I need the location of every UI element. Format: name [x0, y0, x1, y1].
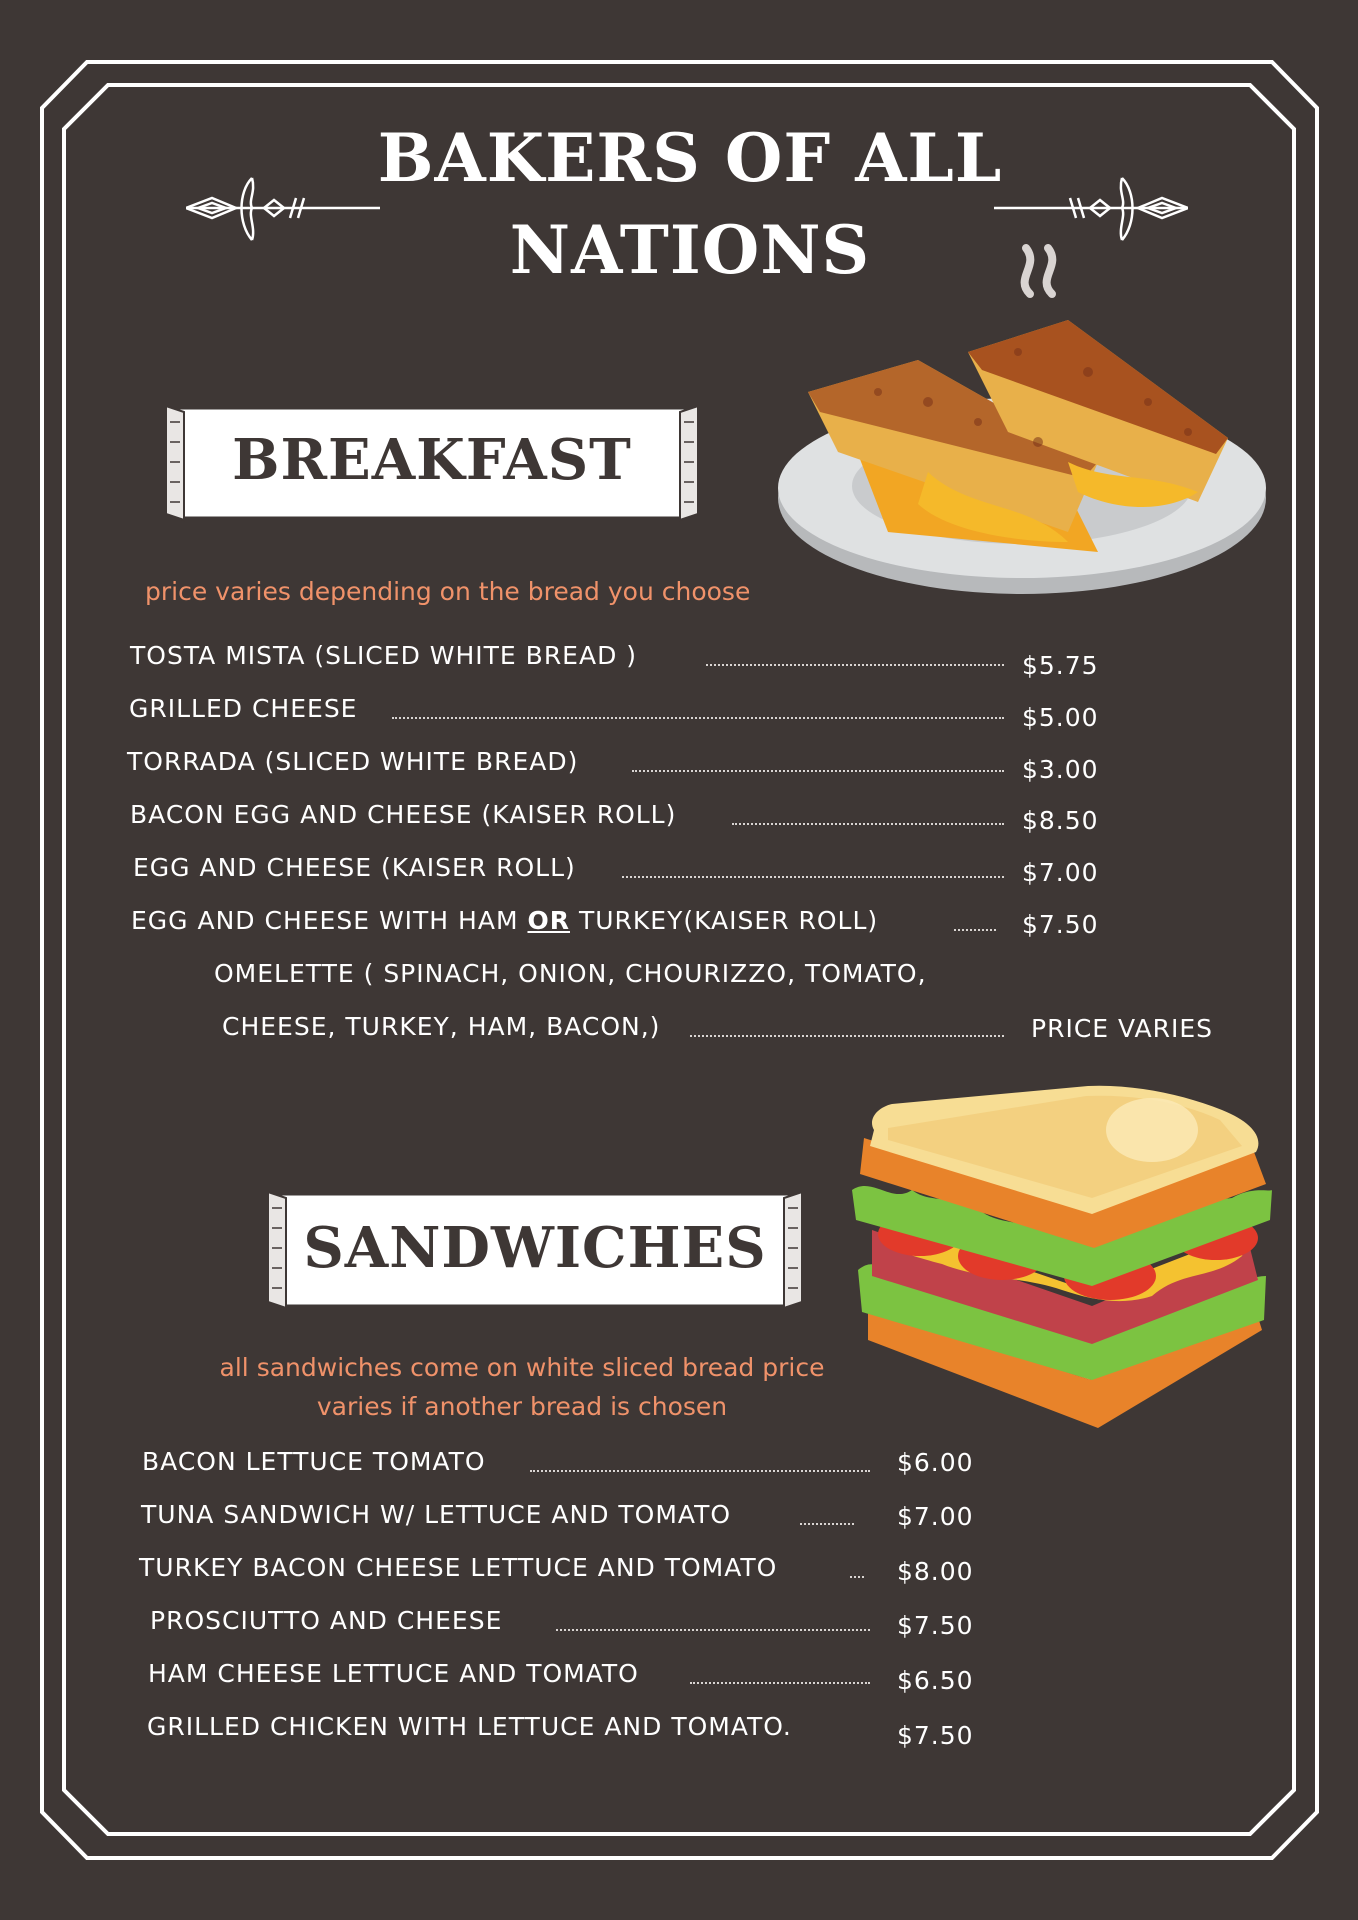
title-line-1: BAKERS OF ALL — [377, 119, 1003, 197]
sandwich-item-price: $7.50 — [897, 1611, 974, 1640]
sandwich-item-price: $7.00 — [897, 1502, 974, 1531]
sandwich-item-name: TUNA SANDWICH W/ LETTUCE AND TOMATO — [141, 1500, 732, 1529]
dot-leader — [632, 770, 1004, 772]
sandwich-item-name: BACON LETTUCE TOMATO — [142, 1447, 486, 1476]
breakfast-item-price: $5.00 — [1022, 703, 1099, 732]
sandwich-item-price: $8.00 — [897, 1557, 974, 1586]
or-emphasis: OR — [527, 906, 570, 935]
item-name-part: TURKEY(KAISER ROLL) — [570, 906, 879, 935]
dot-leader — [850, 1576, 864, 1578]
dot-leader — [392, 717, 1004, 719]
breakfast-item-price: PRICE VARIES — [1031, 1014, 1214, 1043]
sandwich-item-price: $6.00 — [897, 1448, 974, 1477]
dot-leader — [800, 1523, 854, 1525]
sandwiches-heading: SANDWICHES — [303, 1215, 767, 1281]
sandwich-item-name: PROSCIUTTO AND CHEESE — [150, 1606, 503, 1635]
sandwich-item-name: GRILLED CHICKEN WITH LETTUCE AND TOMATO. — [147, 1712, 792, 1741]
breakfast-item-name — [131, 906, 878, 935]
dot-leader — [556, 1629, 870, 1631]
dot-leader — [622, 876, 1004, 878]
breakfast-note: price varies depending on the bread you choose — [145, 577, 751, 606]
breakfast-item-name: OMELETTE ( SPINACH, ONION, CHOURIZZO, TOMATO, — [214, 959, 927, 988]
breakfast-item-name: GRILLED CHEESE — [129, 694, 358, 723]
sandwich-item-price: $6.50 — [897, 1666, 974, 1695]
dot-leader — [732, 823, 1004, 825]
title-line-2: NATIONS — [509, 211, 871, 289]
breakfast-item-name: TOSTA MISTA (SLICED WHITE BREAD ) — [130, 641, 638, 670]
breakfast-item-price: $7.50 — [1022, 910, 1099, 939]
breakfast-item-name: CHEESE, TURKEY, HAM, BACON,) — [222, 1012, 661, 1041]
ornament-flourish-icon — [186, 170, 380, 246]
sandwiches-note-line-2: varies if another bread is chosen — [316, 1392, 728, 1421]
breakfast-item-name: TORRADA (SLICED WHITE BREAD) — [127, 747, 579, 776]
ornament-flourish-icon — [994, 170, 1188, 246]
dot-leader — [954, 929, 996, 931]
sandwiches-note — [172, 1348, 872, 1426]
dot-leader — [690, 1035, 1004, 1037]
breakfast-item-price: $3.00 — [1022, 755, 1099, 784]
breakfast-heading: BREAKFAST — [232, 427, 632, 493]
sandwich-item-name: TURKEY BACON CHEESE LETTUCE AND TOMATO — [139, 1553, 778, 1582]
sandwich-item-price: $7.50 — [897, 1721, 974, 1750]
sandwich-item-name: HAM CHEESE LETTUCE AND TOMATO — [148, 1659, 639, 1688]
item-name-part: EGG AND CHEESE WITH HAM — [131, 906, 528, 935]
sandwiches-note-line-1: all sandwiches come on white sliced bread price — [219, 1353, 825, 1382]
sandwich-illustration — [852, 1080, 1274, 1432]
breakfast-item-name: EGG AND CHEESE (KAISER ROLL) — [133, 853, 576, 882]
dot-leader — [690, 1682, 870, 1684]
dot-leader — [530, 1470, 870, 1472]
breakfast-item-name: BACON EGG AND CHEESE (KAISER ROLL) — [130, 800, 677, 829]
breakfast-item-price: $8.50 — [1022, 806, 1099, 835]
dot-leader — [706, 664, 1004, 666]
breakfast-item-price: $5.75 — [1022, 651, 1099, 680]
breakfast-item-price: $7.00 — [1022, 858, 1099, 887]
grilled-cheese-illustration — [768, 242, 1278, 614]
